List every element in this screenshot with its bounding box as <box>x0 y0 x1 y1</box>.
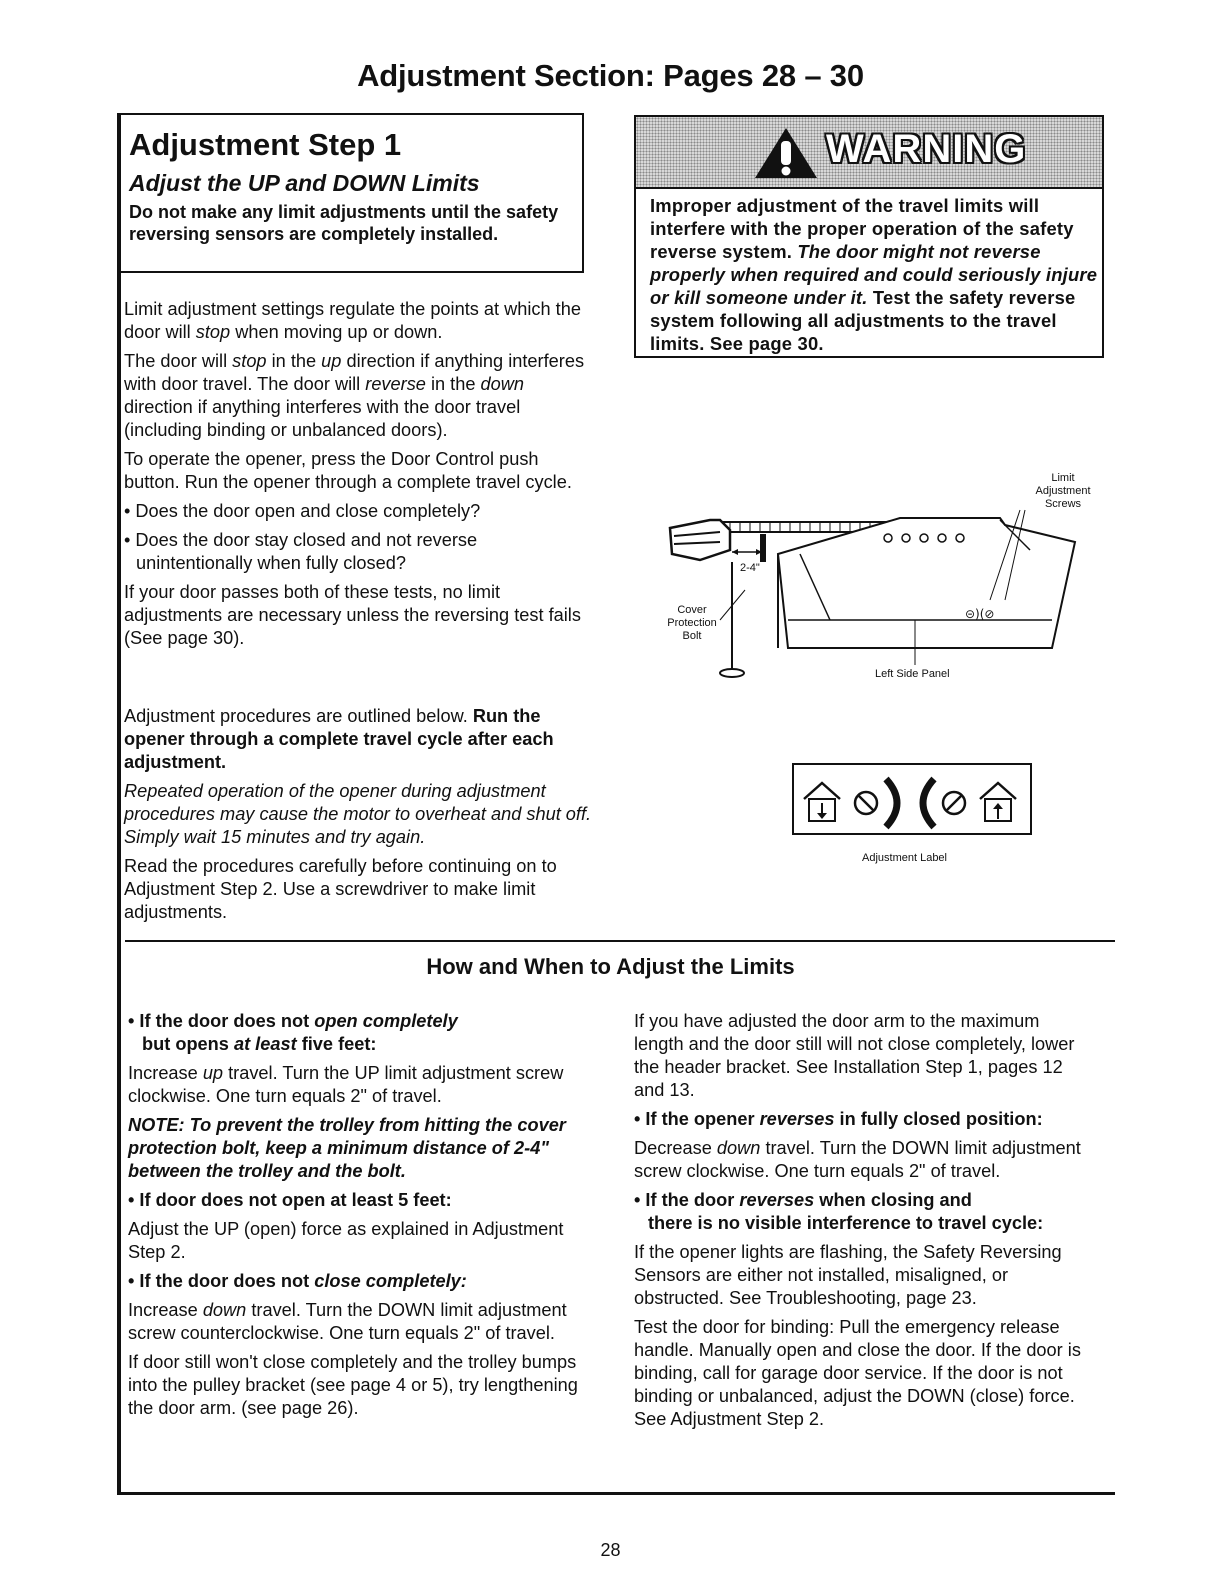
page-number: 28 <box>600 1540 621 1560</box>
intro-paragraph-6: Repeated operation of the opener during adjustment procedures may cause the motor to overheat and shut off. Simply wait 15 minutes and try again. <box>124 781 592 847</box>
intro-bullet-2: • Does the door stay closed and not reverse unintentionally when fully closed? <box>124 530 478 573</box>
how-heading-1b: but opens at least five feet: <box>142 1034 377 1054</box>
how-note: NOTE: To prevent the trolley from hitting the cover protection bolt, keep a minimum distance of 2-4" between the trolley and the bolt. <box>128 1115 566 1181</box>
how-title: How and When to Adjust the Limits <box>426 954 795 979</box>
intro-column <box>124 298 590 656</box>
label-left-side-panel: Left Side Panel <box>875 668 950 680</box>
section-divider <box>125 940 1115 942</box>
intro-bullet-1: • Does the door open and close completely? <box>124 501 481 521</box>
how-heading-4: • If the opener reverses in fully closed position: <box>634 1109 1043 1129</box>
how-right-text-3: If the opener lights are flashing, the Safety Reversing Sensors are either not installed, misaligned, or obstructed. See Troubleshooting, page 23. <box>634 1242 1062 1308</box>
house-down-icon <box>804 783 840 821</box>
label-cover-bolt: Cover Protection Bolt <box>667 604 717 642</box>
warning-title: WARNING <box>826 127 1027 171</box>
house-up-icon <box>980 783 1016 821</box>
warning-text: Improper adjustment of the travel limits will interfere with the proper operation of the safety reverse system. The door might not reverse properly when required and could seriously injure or kill someone under it. Test the safety reverse system following all adjustments to the travel limits. See page 30. <box>650 195 1098 354</box>
limit-screw-icon <box>943 792 965 814</box>
intro-paragraph-3: To operate the opener, press the Door Control push button. Run the opener through a complete travel cycle. <box>124 449 572 492</box>
how-text-4: If door still won't close completely and the trolley bumps into the pulley bracket (see page 4 or 5), try lengthening the door arm. (see page 26). <box>128 1352 578 1418</box>
intro-paragraph-7: Read the procedures carefully before continuing on to Adjustment Step 2. Use a screwdriver to make limit adjustments. <box>124 856 557 922</box>
limit-screw-icon <box>855 792 877 814</box>
label-limit-screws: Limit Adjustment Screws <box>1035 472 1091 510</box>
step-title: Adjustment Step 1 <box>129 127 402 162</box>
how-right-text-4: Test the door for binding: Pull the emergency release handle. Manually open and close the door. If the door is binding, call for garage door service. If the door is not binding or unbalanced, adjust the DOWN (close) force. See Adjustment Step 2. <box>634 1317 1081 1429</box>
how-right-text-1: If you have adjusted the door arm to the maximum length and the door still will not close completely, lower the header bracket. See Installation Step 1, pages 12 and 13. <box>634 1011 1075 1100</box>
how-text-3: Increase down travel. Turn the DOWN limit adjustment screw counterclockwise. One turn equals 2" of travel. <box>128 1300 567 1343</box>
step-note: Do not make any limit adjustments until the safety reversing sensors are completely installed. <box>129 202 559 244</box>
how-text-1: Increase up travel. Turn the UP limit adjustment screw clockwise. One turn equals 2" of travel. <box>128 1063 564 1106</box>
adjustment-label-icons <box>794 765 1030 833</box>
how-heading-2: • If door does not open at least 5 feet: <box>128 1190 452 1210</box>
footer-rule <box>117 1492 1115 1495</box>
section-title: Adjustment Section: Pages 28 – 30 <box>357 58 864 93</box>
how-left-column <box>128 1010 592 1426</box>
how-heading-3: • If the door does not close completely: <box>128 1271 467 1291</box>
step-subtitle: Adjust the UP and DOWN Limits <box>129 170 480 196</box>
how-right-text-2: Decrease down travel. Turn the DOWN limit adjustment screw clockwise. One turn equals 2" of travel. <box>634 1138 1081 1181</box>
how-heading-1: • If the door does not open completely <box>128 1011 458 1031</box>
warning-header <box>636 117 1102 189</box>
opener-diagram <box>660 470 1100 695</box>
label-adjustment-label: Adjustment Label <box>862 852 947 864</box>
intro-paragraph-5: Adjustment procedures are outlined below. Run the opener through a complete travel cycle after each adjustment. <box>124 706 554 772</box>
warning-triangle-icon <box>752 125 820 181</box>
intro-paragraph-2: The door will stop in the up direction if anything interferes with door travel. The door will reverse in the down direction if anything interferes with the door travel (including binding or unbalanced doors). <box>124 351 585 440</box>
adjustment-label-box <box>792 763 1032 835</box>
intro-paragraph-1: Limit adjustment settings regulate the points at which the door will stop when moving up or down. <box>124 299 581 342</box>
how-heading-5: • If the door reverses when closing and <box>634 1190 972 1210</box>
intro-paragraph-4: If your door passes both of these tests, no limit adjustments are necessary unless the reversing test fails (See page 30). <box>124 582 581 648</box>
intro-column-2 <box>124 705 594 930</box>
how-right-column <box>634 1010 1084 1437</box>
how-text-2: Adjust the UP (open) force as explained in Adjustment Step 2. <box>128 1219 564 1262</box>
warning-box <box>634 115 1104 358</box>
label-gap: 2-4" <box>740 562 760 574</box>
housing-symbols: ⊝)(⊘ <box>965 607 995 621</box>
left-margin-rule <box>117 273 121 1495</box>
how-heading-5b: there is no visible interference to travel cycle: <box>648 1213 1044 1233</box>
step-box <box>117 113 584 273</box>
